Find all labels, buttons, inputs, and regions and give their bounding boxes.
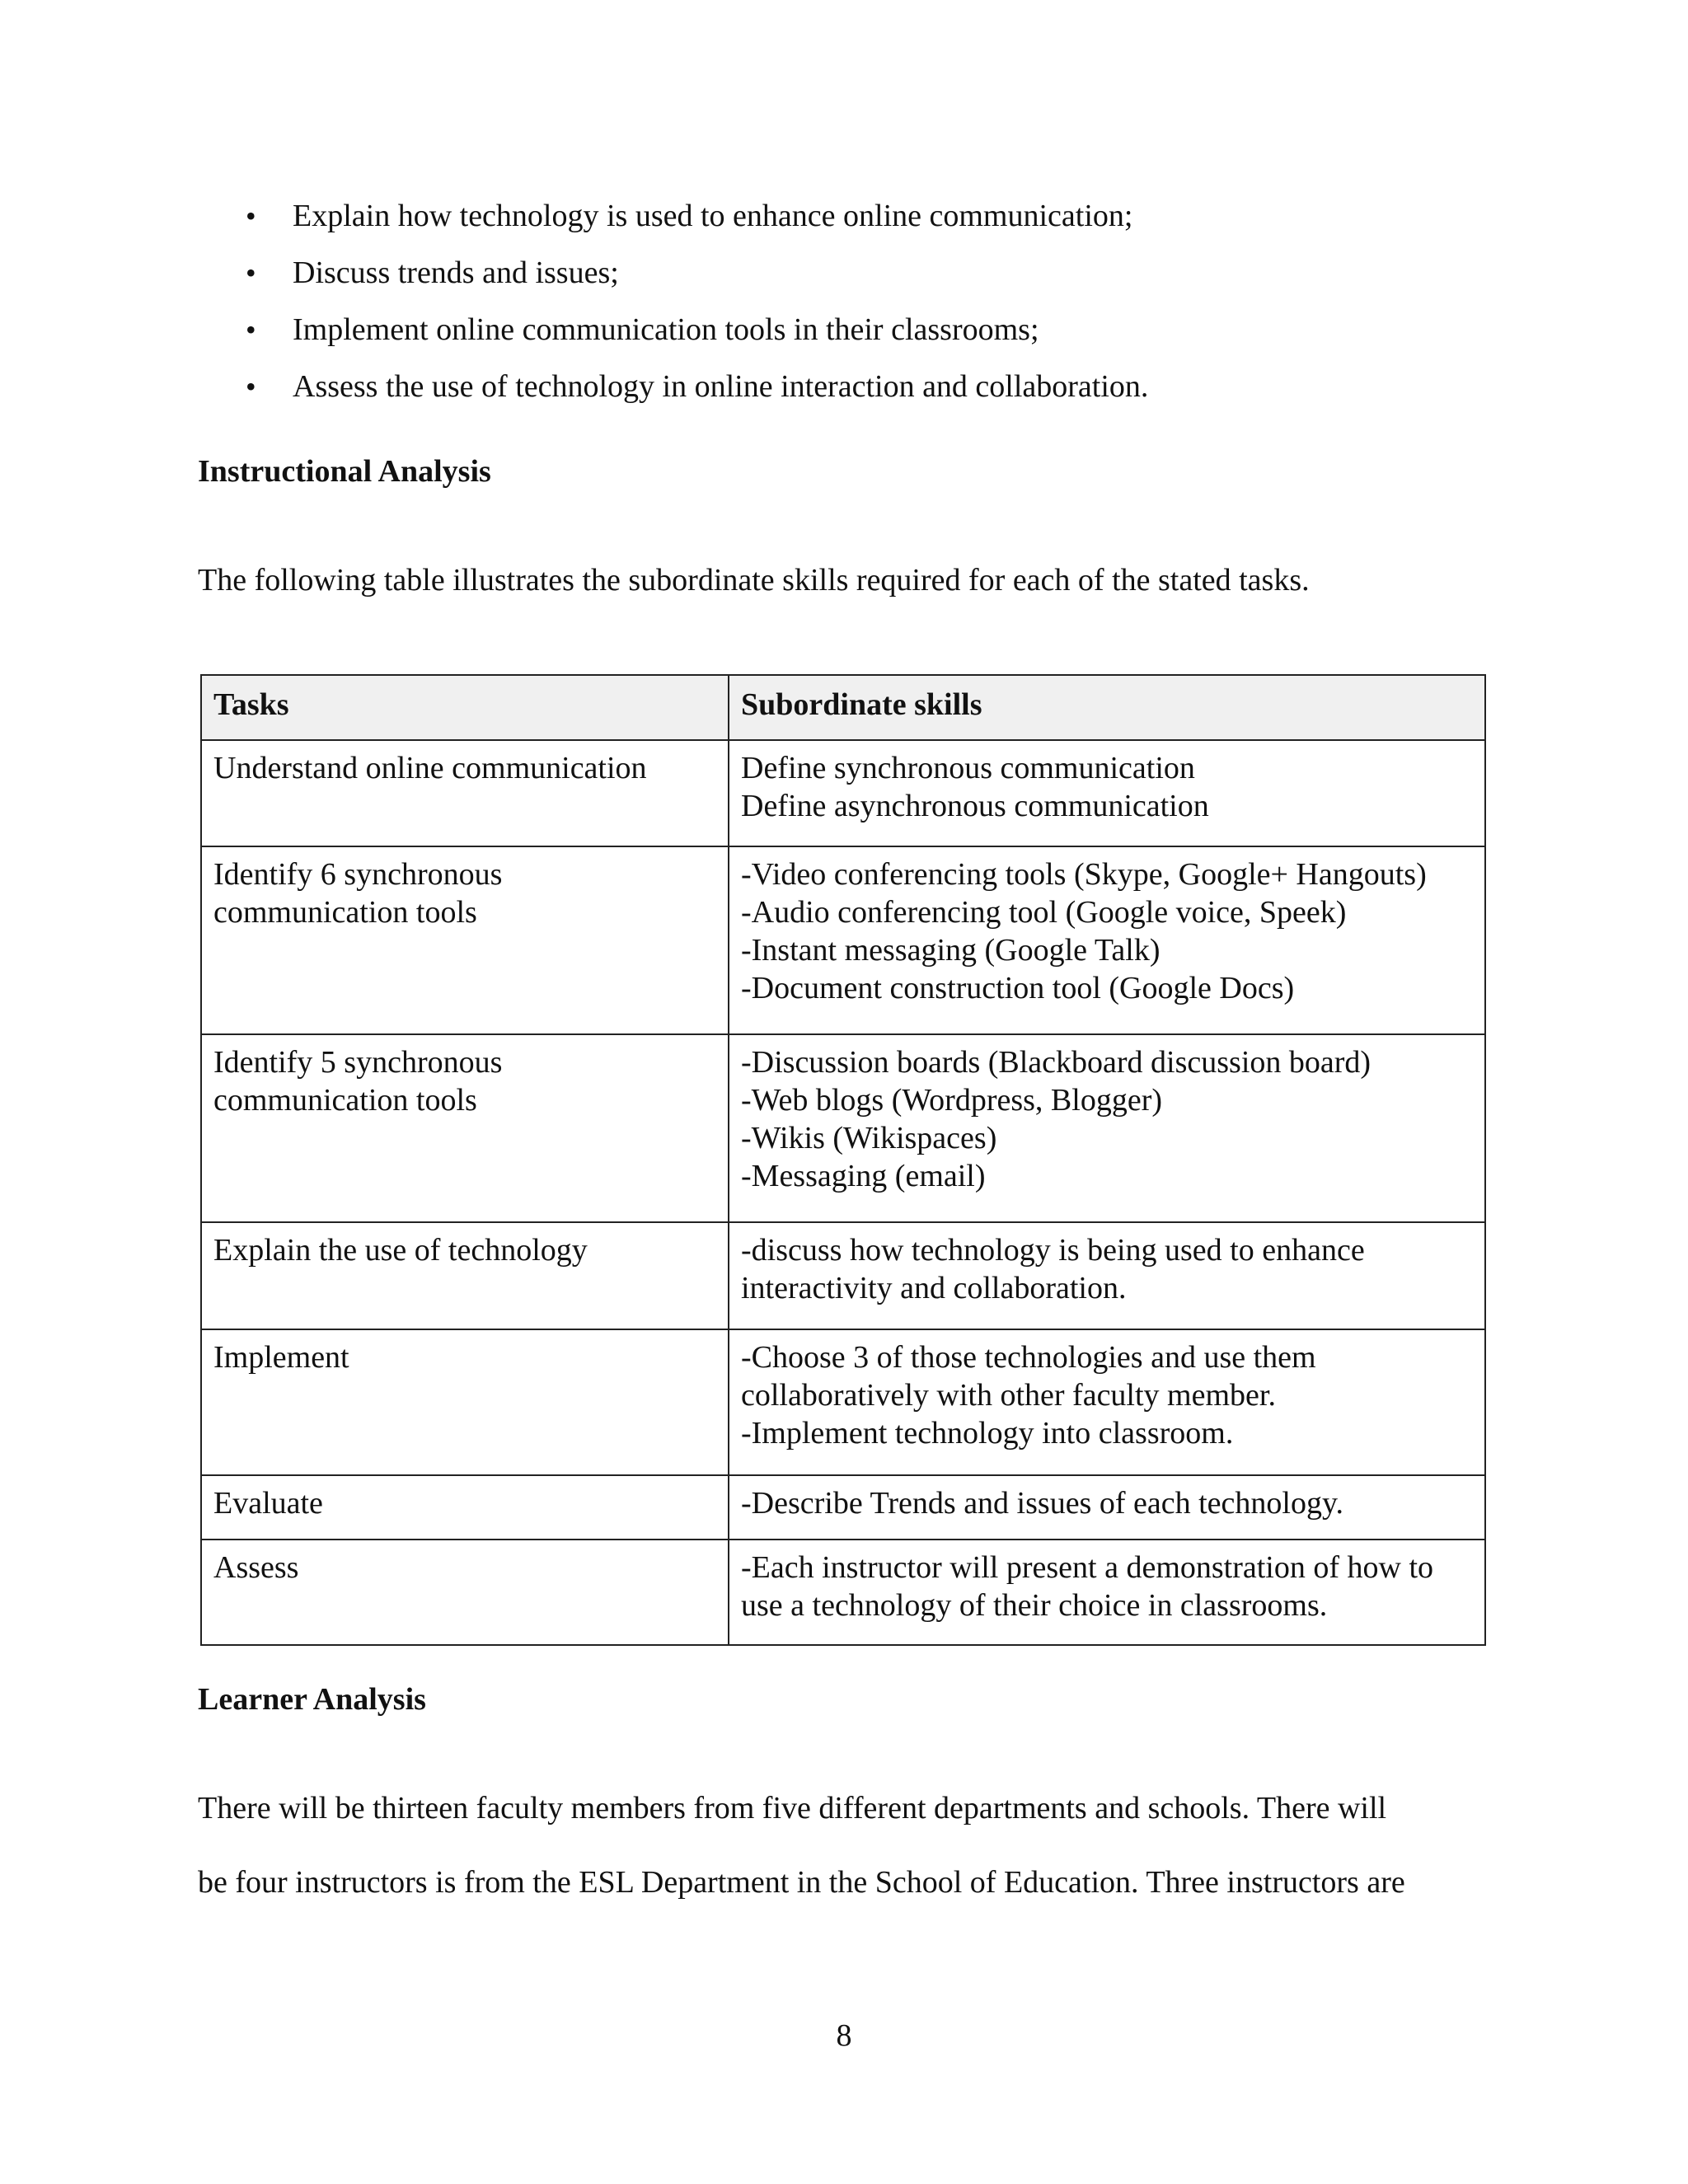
table-row (201, 1540, 1485, 1645)
objectives-bullet-list (239, 188, 1148, 415)
task-cell: Understand online communication (201, 740, 729, 846)
learner-paragraph-line: be four instructors is from the ESL Department in the School of Education. Three instructors are (198, 1865, 1405, 1900)
skills-cell: -discuss how technology is being used to enhance interactivity and collaboration. (729, 1222, 1485, 1329)
bullet-item: • Explain how technology is used to enhance online communication; (239, 188, 1148, 245)
task-cell: Explain the use of technology (201, 1222, 729, 1329)
table-header-row (201, 675, 1485, 740)
learner-paragraph-line: There will be thirteen faculty members from five different departments and schools. There will (198, 1791, 1387, 1825)
bullet-icon: • (246, 313, 256, 346)
skills-cell: -Choose 3 of those technologies and use them collaboratively with other faculty member. -Implement technology into classroom. (729, 1329, 1485, 1475)
bullet-item: • Assess the use of technology in online interaction and collaboration. (239, 359, 1148, 415)
learner-analysis-heading: Learner Analysis (198, 1682, 426, 1717)
table-row (201, 1329, 1485, 1475)
task-cell: Identify 6 synchronous communication tools (201, 846, 729, 1034)
skills-cell: Define synchronous communication Define asynchronous communication (729, 740, 1485, 846)
table-row (201, 1475, 1485, 1540)
bullet-item: • Discuss trends and issues; (239, 245, 1148, 302)
bullet-icon: • (246, 199, 256, 232)
page-number: 8 (836, 2018, 852, 2053)
table-row (201, 1222, 1485, 1329)
tasks-column-header: Tasks (201, 675, 729, 740)
table-row (201, 1034, 1485, 1222)
bullet-icon: • (246, 370, 256, 403)
instructional-analysis-heading: Instructional Analysis (198, 454, 491, 489)
bullet-icon: • (246, 256, 256, 289)
skills-column-header: Subordinate skills (729, 675, 1485, 740)
skills-cell: -Discussion boards (Blackboard discussion board) -Web blogs (Wordpress, Blogger) -Wikis (Wikispaces) -Messaging (email) (729, 1034, 1485, 1222)
skills-cell: -Describe Trends and issues of each technology. (729, 1475, 1485, 1540)
tasks-skills-table (200, 674, 1486, 1646)
task-cell: Evaluate (201, 1475, 729, 1540)
bullet-item: • Implement online communication tools in their classrooms; (239, 302, 1148, 359)
skills-cell: -Video conferencing tools (Skype, Google+ Hangouts) -Audio conferencing tool (Google voice, Speek) -Instant messaging (Google Talk) -Document construction tool (Google Docs) (729, 846, 1485, 1034)
task-cell: Implement (201, 1329, 729, 1475)
table-row (201, 740, 1485, 846)
task-cell: Identify 5 synchronous communication tools (201, 1034, 729, 1222)
task-cell: Assess (201, 1540, 729, 1645)
skills-cell: -Each instructor will present a demonstration of how to use a technology of their choice in classrooms. (729, 1540, 1485, 1645)
table-row (201, 846, 1485, 1034)
intro-paragraph: The following table illustrates the subordinate skills required for each of the stated tasks. (198, 563, 1310, 598)
